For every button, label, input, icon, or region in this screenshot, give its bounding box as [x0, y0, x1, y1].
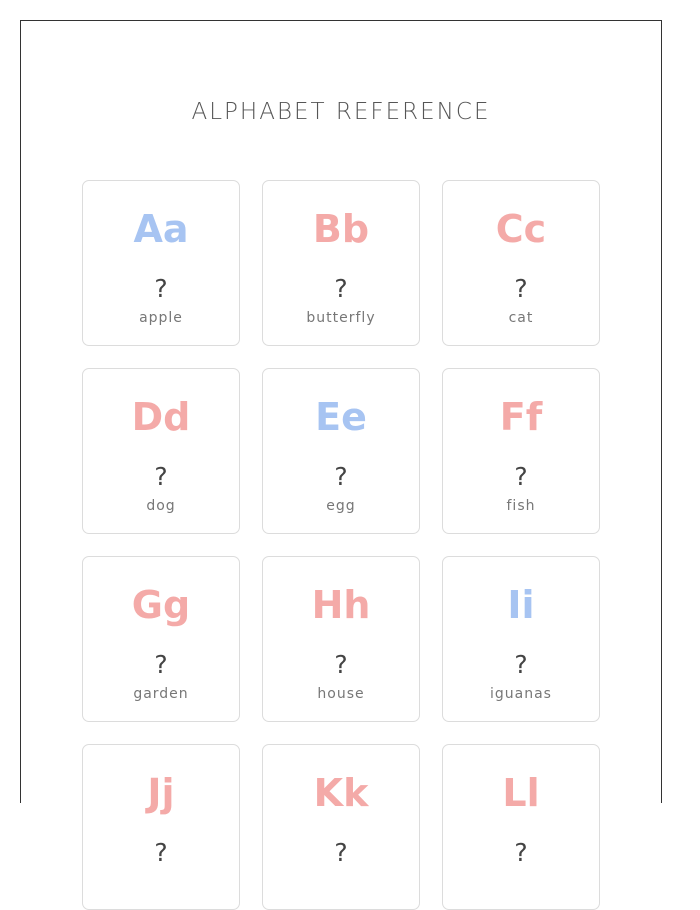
card-letter: Cc: [495, 207, 547, 251]
alphabet-card[interactable]: [442, 556, 600, 722]
page-frame: [20, 20, 662, 867]
card-letter: Aa: [133, 207, 189, 251]
card-word: dog: [146, 498, 176, 514]
alphabet-card[interactable]: [442, 744, 600, 910]
question-mark: ?: [154, 462, 168, 491]
question-mark: ?: [514, 650, 528, 679]
question-mark: ?: [154, 650, 168, 679]
card-word: house: [317, 686, 365, 702]
card-letter: Ii: [507, 583, 535, 627]
question-mark: ?: [154, 838, 168, 867]
alphabet-card[interactable]: [262, 180, 420, 346]
alphabet-card[interactable]: [262, 556, 420, 722]
card-word: fish: [506, 498, 536, 514]
question-mark: ?: [514, 274, 528, 303]
alphabet-card[interactable]: [442, 180, 600, 346]
question-mark: ?: [154, 274, 168, 303]
alphabet-card[interactable]: [82, 368, 240, 534]
question-mark: ?: [514, 838, 528, 867]
card-letter: Hh: [311, 583, 371, 627]
card-letter: Ll: [502, 771, 540, 815]
page-title: ALPHABET REFERENCE: [191, 99, 491, 125]
card-word: cat: [508, 310, 534, 326]
card-word: garden: [133, 686, 189, 702]
card-word: butterfly: [306, 310, 376, 326]
alphabet-card[interactable]: [82, 180, 240, 346]
card-letter: Ff: [499, 395, 543, 439]
alphabet-card[interactable]: [262, 744, 420, 910]
question-mark: ?: [334, 650, 348, 679]
question-mark: ?: [334, 838, 348, 867]
question-mark: ?: [514, 462, 528, 491]
alphabet-card[interactable]: [82, 556, 240, 722]
alphabet-card[interactable]: [262, 368, 420, 534]
card-word: iguanas: [490, 686, 552, 702]
alphabet-card[interactable]: [82, 744, 240, 910]
card-letter: Ee: [315, 395, 367, 439]
card-word: egg: [326, 498, 356, 514]
question-mark: ?: [334, 274, 348, 303]
alphabet-card[interactable]: [442, 368, 600, 534]
card-letter: Bb: [312, 207, 370, 251]
card-letter: Jj: [147, 771, 175, 815]
card-letter: Gg: [131, 583, 191, 627]
card-letter: Dd: [131, 395, 191, 439]
card-letter: Kk: [313, 771, 369, 815]
card-word: apple: [139, 310, 183, 326]
question-mark: ?: [334, 462, 348, 491]
